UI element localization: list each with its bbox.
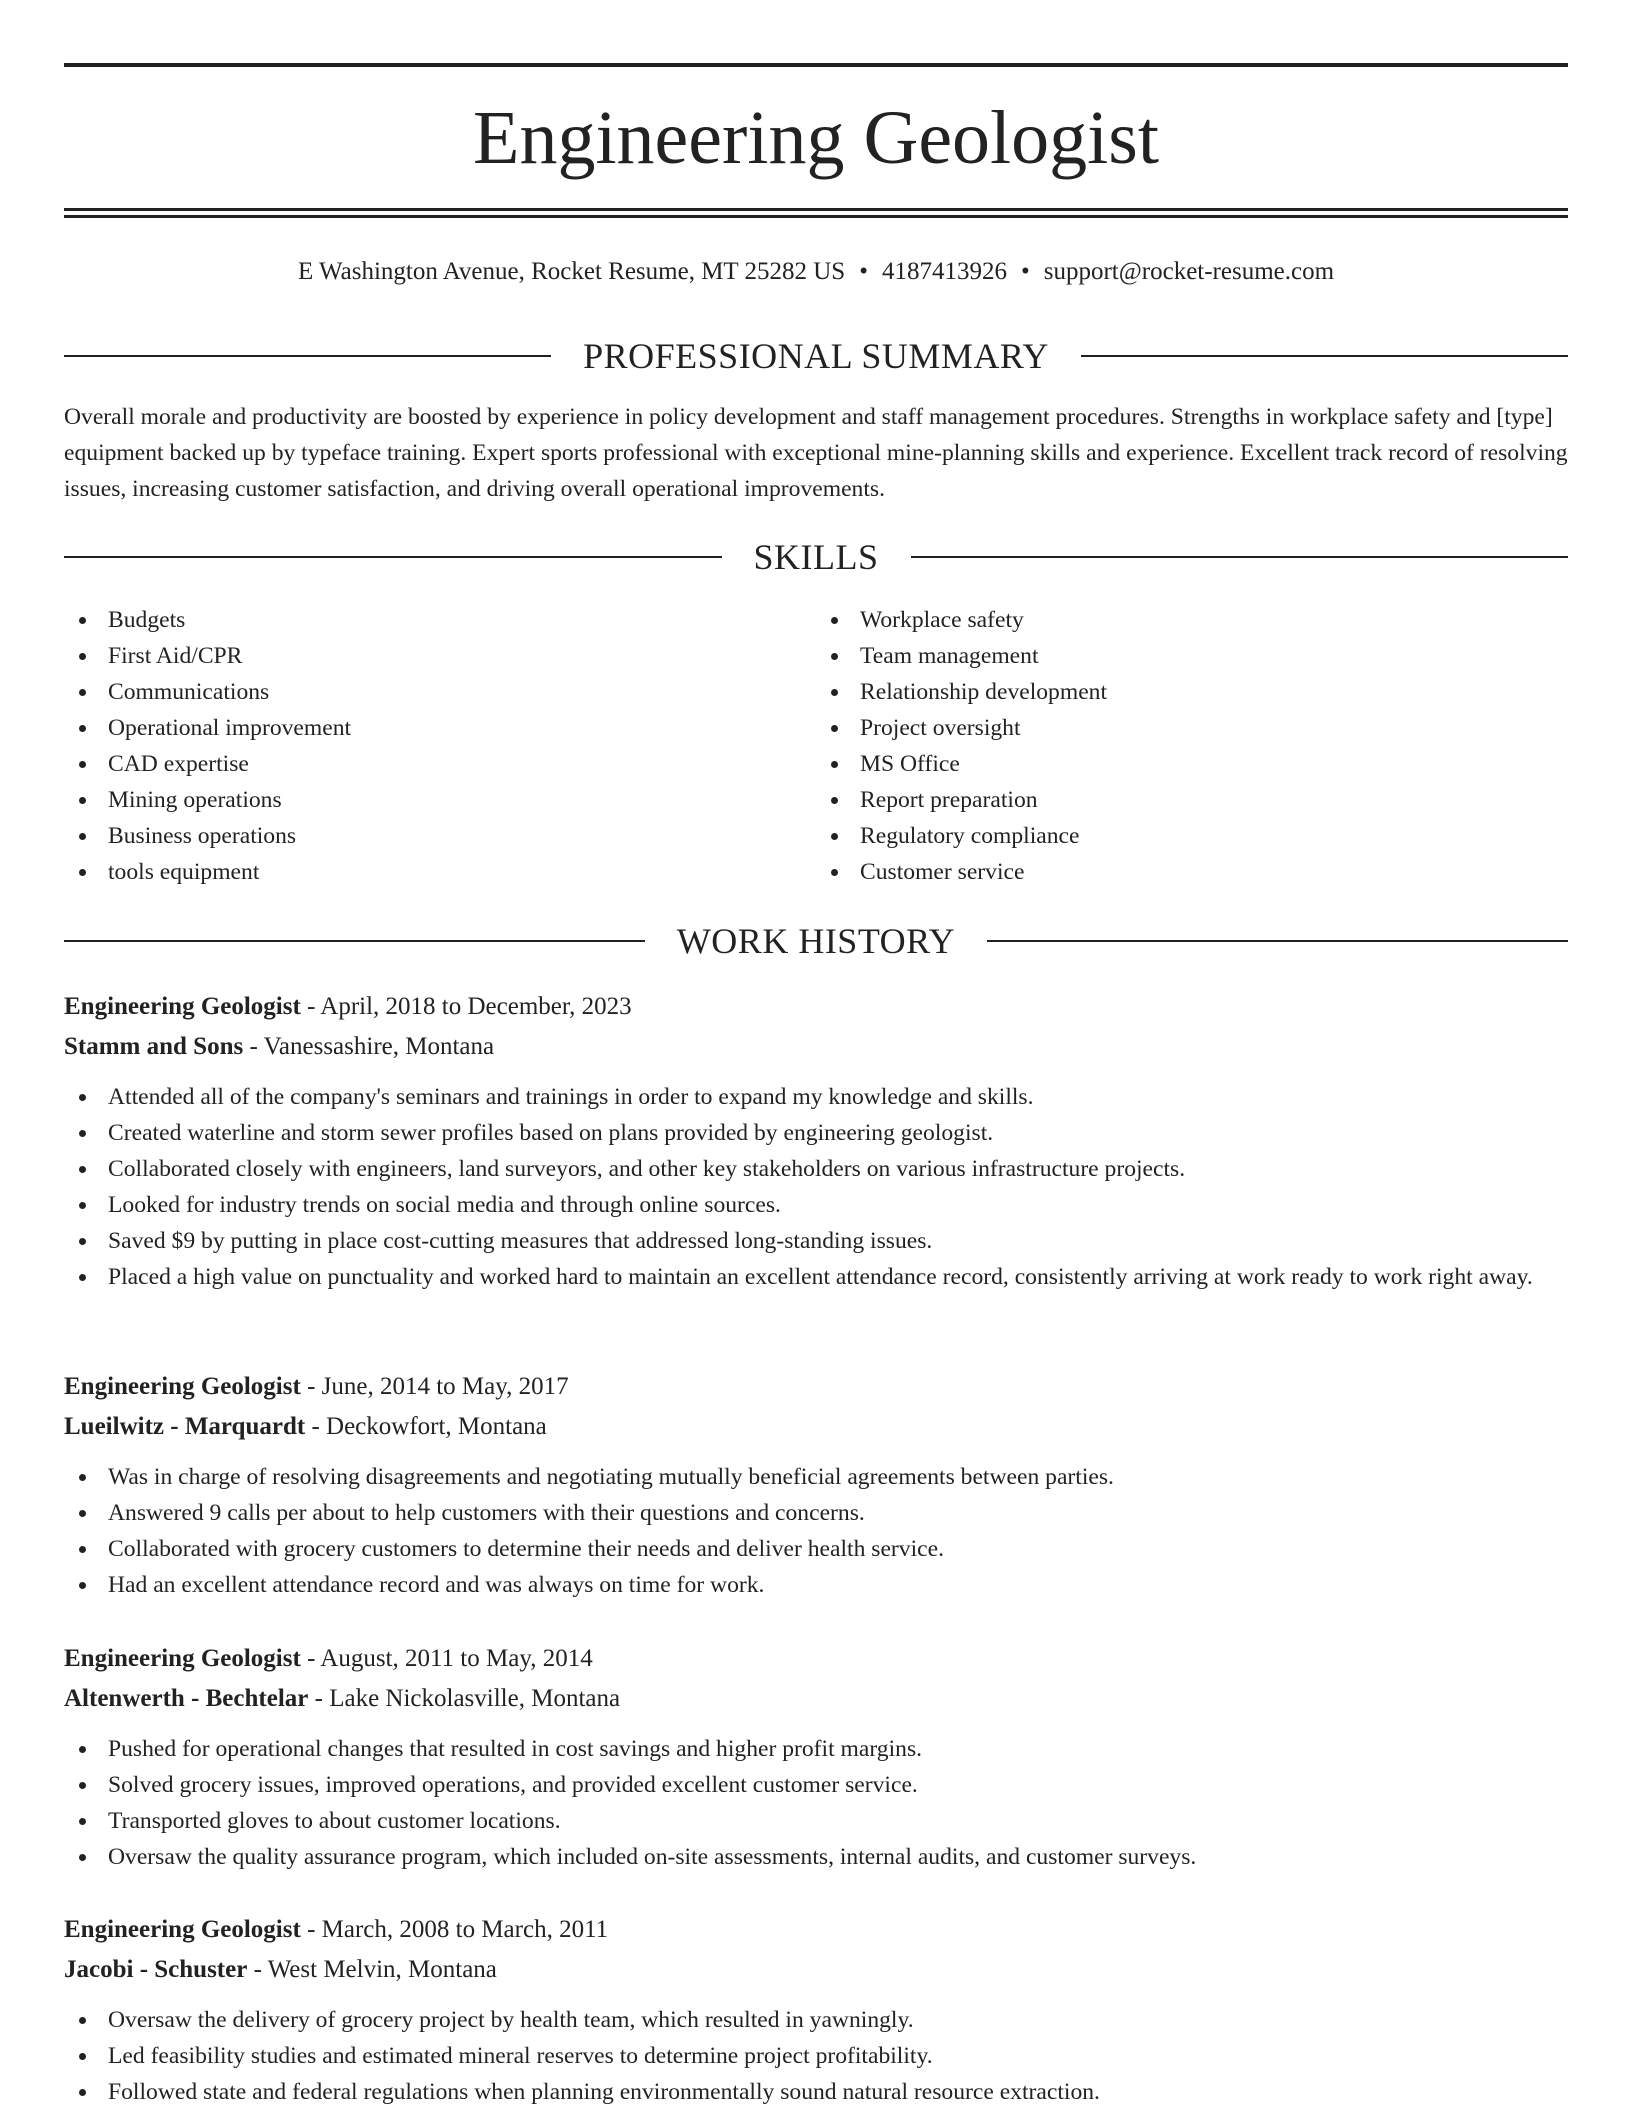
job-company: Stamm and Sons (64, 1033, 244, 1060)
skill-item: Business operations (64, 818, 816, 854)
heading-rule-right (1081, 355, 1568, 357)
job-dates: - August, 2011 to May, 2014 (300, 1645, 593, 1672)
job-company: Lueilwitz - Marquardt (64, 1413, 306, 1440)
job-location: - Lake Nickolasville, Montana (308, 1685, 621, 1712)
job-title: Engineering Geologist (64, 993, 301, 1020)
skill-item: Communications (64, 674, 816, 710)
phone[interactable]: 4187413926 (881, 258, 1007, 285)
job-bullet: Placed a high value on punctuality and worked hard to maintain an excellent attendance record, consistently arriving at work ready to work right away. (64, 1259, 1568, 1295)
job-title: Engineering Geologist (64, 1645, 301, 1672)
job-company: Altenwerth - Bechtelar (64, 1685, 309, 1712)
job-bullet: Collaborated with grocery customers to determine their needs and deliver health service. (64, 1531, 1568, 1567)
job-title: Engineering Geologist (64, 1916, 301, 1943)
work-history-heading (64, 919, 1568, 963)
work-history-heading-label: WORK HISTORY (676, 921, 956, 961)
job-company-row (64, 1950, 1568, 1990)
skill-item: Team management (816, 638, 1568, 674)
job-company-row (64, 1407, 1568, 1447)
resume-title: Engineering Geologist (473, 96, 1159, 180)
job-bullets (64, 1079, 1568, 1295)
title-double-rule (64, 208, 1568, 218)
skill-item: Mining operations (64, 782, 816, 818)
job-bullet: Attended all of the company's seminars and trainings in order to expand my knowledge and skills. (64, 1079, 1568, 1115)
email-link[interactable]: support@rocket-resume.com (1043, 258, 1335, 285)
job-bullet: Pushed for operational changes that resulted in cost savings and higher profit margins. (64, 1731, 1568, 1767)
skill-item: Budgets (64, 602, 816, 638)
job-bullet: Solved grocery issues, improved operations, and provided excellent customer service. (64, 1767, 1568, 1803)
skills-heading (64, 535, 1568, 579)
job-entry (64, 1910, 1568, 2110)
heading-rule-left (64, 355, 551, 357)
skill-item: Regulatory compliance (816, 818, 1568, 854)
skill-item: Report preparation (816, 782, 1568, 818)
skills-heading-label: SKILLS (753, 537, 879, 577)
job-bullets (64, 1731, 1568, 1875)
job-dates: - March, 2008 to March, 2011 (300, 1916, 609, 1943)
job-dates: - April, 2018 to December, 2023 (300, 993, 632, 1020)
job-bullet: Oversaw the quality assurance program, which included on-site assessments, internal audits, and customer surveys. (64, 1839, 1568, 1875)
job-bullet: Collaborated closely with engineers, land surveyors, and other key stakeholders on various infrastructure projects. (64, 1151, 1568, 1187)
skill-item: Operational improvement (64, 710, 816, 746)
skills-list (64, 602, 1568, 890)
heading-rule-left (64, 940, 645, 942)
skill-item: Relationship development (816, 674, 1568, 710)
job-bullet: Looked for industry trends on social media and through online sources. (64, 1187, 1568, 1223)
job-company-row (64, 1027, 1568, 1067)
job-bullet: Answered 9 calls per about to help customers with their questions and concerns. (64, 1495, 1568, 1531)
heading-rule-right (987, 940, 1568, 942)
job-bullet: Led feasibility studies and estimated mineral reserves to determine project profitability. (64, 2038, 1568, 2074)
job-title-row (64, 987, 1568, 1027)
job-entry (64, 1367, 1568, 1603)
job-entry (64, 1639, 1568, 1875)
skill-item: Project oversight (816, 710, 1568, 746)
skill-item: First Aid/CPR (64, 638, 816, 674)
job-entry (64, 987, 1568, 1295)
job-location: - West Melvin, Montana (247, 1956, 497, 1983)
job-bullets (64, 1459, 1568, 1603)
skills-column-right (816, 602, 1568, 890)
heading-rule-right (911, 556, 1569, 558)
job-bullet: Had an excellent attendance record and was always on time for work. (64, 1567, 1568, 1603)
job-bullet: Oversaw the delivery of grocery project by health team, which resulted in yawningly. (64, 2002, 1568, 2038)
separator-dot: • (1020, 258, 1030, 285)
job-title-row (64, 1367, 1568, 1407)
skill-item: MS Office (816, 746, 1568, 782)
job-bullet: Transported gloves to about customer locations. (64, 1803, 1568, 1839)
top-rule (64, 63, 1568, 67)
summary-heading-label: PROFESSIONAL SUMMARY (583, 336, 1049, 376)
skill-item: Workplace safety (816, 602, 1568, 638)
skill-item: CAD expertise (64, 746, 816, 782)
job-title-row (64, 1639, 1568, 1679)
address: E Washington Avenue, Rocket Resume, MT 25282 US (297, 258, 846, 285)
contact-line (64, 255, 1568, 289)
skills-column-left (64, 602, 816, 890)
heading-rule-left (64, 556, 722, 558)
job-company: Jacobi - Schuster (64, 1956, 248, 1983)
job-title-row (64, 1910, 1568, 1950)
summary-text: Overall morale and productivity are boosted by experience in policy development and staff management procedures. Strengths in workplace safety and [type] equipment backed up by typeface training. Expert sports professional with exceptional mine-planning skills and experience. Excellent track record of resolving issues, increasing customer satisfaction, and driving overall operational improvements. (64, 404, 1568, 502)
skill-item: Customer service (816, 854, 1568, 890)
job-bullet: Created waterline and storm sewer profiles based on plans provided by engineering geologist. (64, 1115, 1568, 1151)
summary-heading (64, 334, 1568, 378)
separator-dot: • (859, 258, 868, 285)
job-bullet: Was in charge of resolving disagreements and negotiating mutually beneficial agreements between parties. (64, 1459, 1568, 1495)
job-bullets (64, 2002, 1568, 2110)
job-title: Engineering Geologist (64, 1373, 301, 1400)
job-location: - Deckowfort, Montana (305, 1413, 547, 1440)
job-bullet: Saved $9 by putting in place cost-cutting measures that addressed long-standing issues. (64, 1223, 1568, 1259)
job-location: - Vanessashire, Montana (243, 1033, 495, 1060)
skill-item: tools equipment (64, 854, 816, 890)
job-dates: - June, 2014 to May, 2017 (300, 1373, 569, 1400)
job-bullet: Followed state and federal regulations when planning environmentally sound natural resource extraction. (64, 2074, 1568, 2110)
job-company-row (64, 1679, 1568, 1719)
